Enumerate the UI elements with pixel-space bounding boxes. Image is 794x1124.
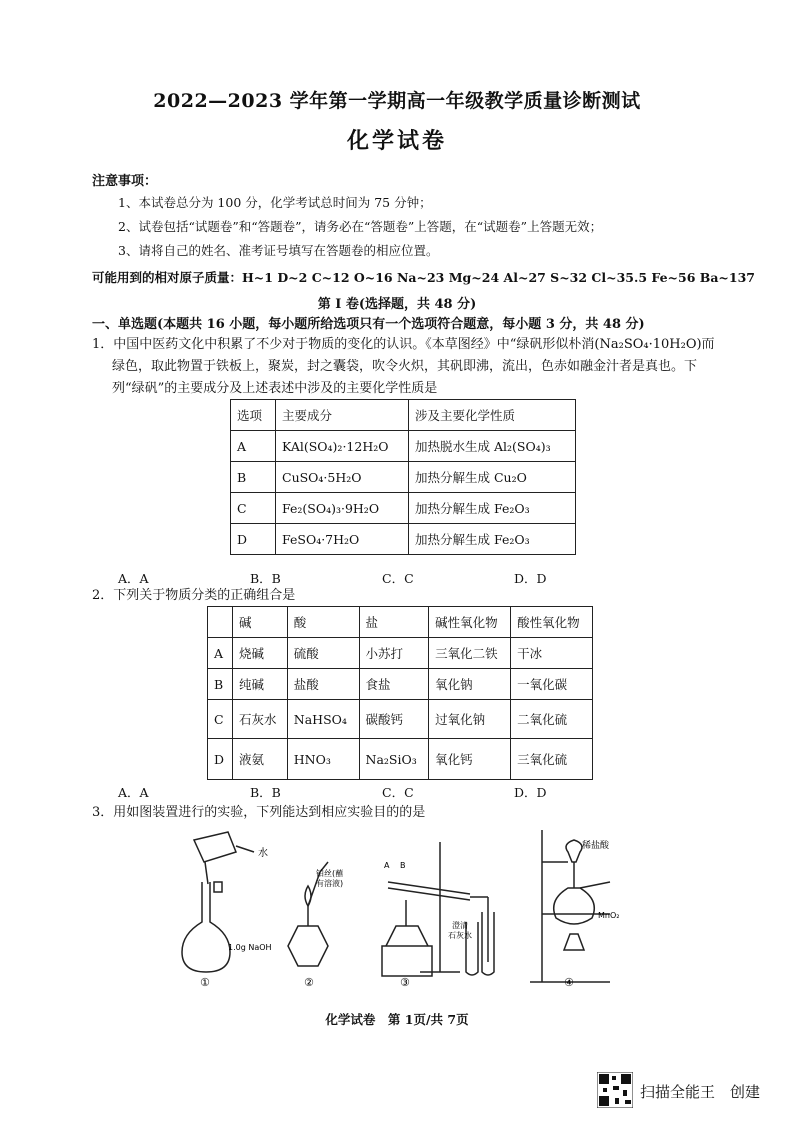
- table-row: [208, 739, 593, 780]
- table-header-cell: 选项: [231, 400, 276, 431]
- table-cell: 食盐: [359, 669, 429, 700]
- table-row: [208, 700, 593, 739]
- q2-table: [207, 606, 593, 780]
- q2-option-d: D．D: [514, 785, 547, 800]
- table-cell: C: [231, 493, 276, 524]
- table-header-row: [231, 400, 576, 431]
- table-header-row: [208, 607, 593, 638]
- notice-item: 2、试卷包括“试题卷”和“答题卷”，请务必在“答题卷”上答题，在“试题卷”上答题无效；: [118, 219, 603, 234]
- q1-table: [230, 399, 576, 555]
- table-cell: 纯碱: [233, 669, 288, 700]
- scanner-watermark: 扫描全能王 创建: [640, 1083, 761, 1101]
- qr-code-icon: [597, 1072, 633, 1108]
- table-cell: 液氨: [233, 739, 288, 780]
- heating-tube-apparatus: [382, 842, 494, 976]
- label-water: 水: [258, 848, 268, 859]
- figure-number-2: ②: [304, 976, 314, 989]
- table-cell: FeSO₄·7H₂O: [276, 524, 409, 555]
- label-dilute-hcl: 稀盐酸: [582, 841, 610, 851]
- atomic-masses: 可能用到的相对原子质量：H~1 D~2 C~12 O~16 Na~23 Mg~24 Al~27 S~32 Cl~35.5 Fe~56 Ba~137: [92, 270, 755, 285]
- table-cell: HNO₃: [287, 739, 359, 780]
- table-header-cell: 碱性氧化物: [429, 607, 511, 638]
- table-cell: 二氧化硫: [511, 700, 593, 739]
- q1-option-b: B．B: [250, 571, 281, 586]
- label-limewater-2: 石灰水: [448, 931, 472, 940]
- part-title: 第 I 卷(选择题，共 48 分): [317, 297, 477, 312]
- q3-stem: 3．用如图装置进行的实验，下列能达到相应实验目的的是: [92, 805, 426, 820]
- label-a: A: [384, 861, 390, 870]
- q1-line2: 绿色，取此物置于铁板上，聚炭，封之囊袋，吹令火炽，其矾即沸，流出，色赤如融金汁者是真也。下: [112, 359, 698, 374]
- exam-title: 2022—2023 学年第一学期高一年级教学质量诊断测试: [153, 90, 641, 112]
- chlorine-generation-apparatus: [530, 830, 610, 982]
- table-cell: 碳酸钙: [359, 700, 429, 739]
- table-header-cell: 盐: [359, 607, 429, 638]
- table-cell: 加热脱水生成 Al₂(SO₄)₃: [409, 431, 576, 462]
- table-header-cell: 主要成分: [276, 400, 409, 431]
- figure-number-1: ①: [200, 976, 210, 989]
- notice-heading: 注意事项：: [92, 174, 158, 189]
- table-row: [231, 524, 576, 555]
- exam-subtitle: 化学试卷: [346, 128, 447, 154]
- table-cell: 过氧化钠: [429, 700, 511, 739]
- table-cell: A: [231, 431, 276, 462]
- table-cell: Fe₂(SO₄)₃·9H₂O: [276, 493, 409, 524]
- table-cell: D: [208, 739, 233, 780]
- table-cell: 加热分解生成 Fe₂O₃: [409, 524, 576, 555]
- table-cell: B: [231, 462, 276, 493]
- q2-option-a: A．A: [118, 785, 149, 800]
- table-cell: 石灰水: [233, 700, 288, 739]
- q1-line1: 1．中国中医药文化中积累了不少对于物质的变化的认识。《本草图经》中“绿矾形似朴消(Na₂SO₄·10H₂O)而: [92, 337, 715, 352]
- table-cell: A: [208, 638, 233, 669]
- label-mno2: MnO₂: [598, 911, 620, 920]
- table-cell: D: [231, 524, 276, 555]
- page-footer: 化学试卷 第 1页/共 7页: [325, 1012, 469, 1027]
- table-cell: C: [208, 700, 233, 739]
- q1-option-c: C．C: [382, 571, 414, 586]
- table-cell: 干冰: [511, 638, 593, 669]
- label-pt-wire-2: 有溶液): [316, 879, 344, 888]
- table-row: [231, 493, 576, 524]
- label-b: B: [400, 861, 406, 870]
- table-cell: KAl(SO₄)₂·12H₂O: [276, 431, 409, 462]
- table-cell: 硫酸: [287, 638, 359, 669]
- table-cell: 小苏打: [359, 638, 429, 669]
- notice-item: 3、请将自己的姓名、准考证号填写在答题卷的相应位置。: [118, 243, 439, 258]
- table-cell: 一氧化碳: [511, 669, 593, 700]
- notice-item: 1、本试卷总分为 100 分，化学考试总时间为 75 分钟；: [118, 195, 432, 210]
- table-row: [231, 431, 576, 462]
- q2-option-b: B．B: [250, 785, 281, 800]
- q1-option-a: A．A: [118, 571, 149, 586]
- q2-option-c: C．C: [382, 785, 414, 800]
- table-header-cell: 涉及主要化学性质: [409, 400, 576, 431]
- table-header-cell: [208, 607, 233, 638]
- table-cell: 氧化钙: [429, 739, 511, 780]
- table-cell: Na₂SiO₃: [359, 739, 429, 780]
- q3-apparatus-figure: [170, 822, 620, 997]
- table-cell: 盐酸: [287, 669, 359, 700]
- figure-number-3: ③: [400, 976, 410, 989]
- table-header-cell: 酸性氧化物: [511, 607, 593, 638]
- table-row: [231, 462, 576, 493]
- table-cell: 加热分解生成 Fe₂O₃: [409, 493, 576, 524]
- table-cell: 氧化钠: [429, 669, 511, 700]
- label-pt-wire: 铂丝(蘸: [316, 869, 344, 878]
- table-cell: B: [208, 669, 233, 700]
- table-header-cell: 酸: [287, 607, 359, 638]
- q1-line3: 列“绿矾”的主要成分及上述表述中涉及的主要化学性质是: [112, 381, 438, 396]
- section-title: 一、单选题(本题共 16 小题，每小题所给选项只有一个选项符合题意，每小题 3 分，共 48 分): [92, 317, 645, 332]
- figure-number-4: ④: [564, 976, 574, 989]
- table-cell: 三氧化硫: [511, 739, 593, 780]
- table-cell: NaHSO₄: [287, 700, 359, 739]
- table-row: [208, 669, 593, 700]
- label-limewater-1: 澄清: [452, 921, 468, 930]
- table-cell: 三氧化二铁: [429, 638, 511, 669]
- table-row: [208, 638, 593, 669]
- table-header-cell: 碱: [233, 607, 288, 638]
- table-cell: 烧碱: [233, 638, 288, 669]
- table-cell: CuSO₄·5H₂O: [276, 462, 409, 493]
- label-naoh: 1.0g NaOH: [228, 943, 272, 952]
- q2-stem: 2．下列关于物质分类的正确组合是: [92, 588, 296, 603]
- table-cell: 加热分解生成 Cu₂O: [409, 462, 576, 493]
- q1-option-d: D．D: [514, 571, 547, 586]
